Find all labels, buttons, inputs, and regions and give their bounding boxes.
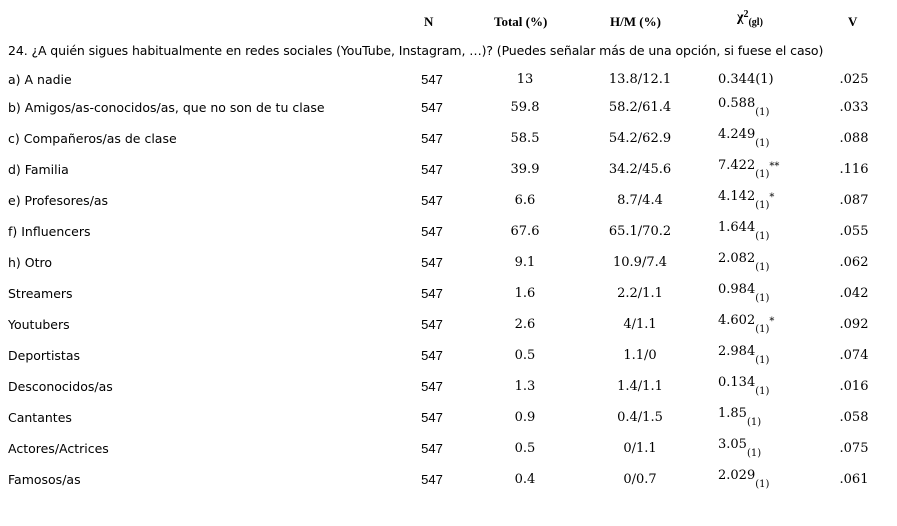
row-n: 547 xyxy=(421,162,443,177)
row-chi xyxy=(718,282,788,304)
chi-value: 0.984 xyxy=(718,282,756,297)
chi-value: 0.344(1) xyxy=(718,72,774,87)
row-v: .075 xyxy=(839,441,869,456)
chi-value: 1.644 xyxy=(718,220,756,235)
chi-significance: * xyxy=(769,192,775,203)
row-total: 58.5 xyxy=(510,131,540,146)
row-n: 547 xyxy=(421,379,443,394)
row-hm: 1.1/0 xyxy=(623,348,657,363)
chi-df: (1) xyxy=(755,107,770,118)
row-label: c) Compañeros/as de clase xyxy=(8,131,177,146)
row-total: 59.8 xyxy=(510,100,540,115)
row-hm: 0.4/1.5 xyxy=(617,410,663,425)
row-n: 547 xyxy=(421,224,443,239)
row-total: 0.4 xyxy=(514,472,536,487)
chi-value: 4.602 xyxy=(718,313,756,328)
row-n: 547 xyxy=(421,193,443,208)
row-label: d) Familia xyxy=(8,162,69,177)
row-v: .116 xyxy=(839,162,869,177)
header-total: Total (%) xyxy=(494,14,548,29)
chi-significance: * xyxy=(769,316,775,327)
table-row xyxy=(0,251,897,275)
table-row xyxy=(0,158,897,182)
table-row xyxy=(0,437,897,461)
chi-df: (1) xyxy=(755,138,770,149)
row-hm: 10.9/7.4 xyxy=(613,255,667,270)
chi-value: 2.082 xyxy=(718,251,756,266)
question-text: 24. ¿A quién sigues habitualmente en redes sociales (YouTube, Instagram, …)? (Puedes señalar más de una opción, si fuese el caso) xyxy=(8,43,824,58)
chi-df: (1) xyxy=(755,262,770,273)
row-chi xyxy=(718,375,788,397)
row-label: e) Profesores/as xyxy=(8,193,109,208)
header-chi-symbol: χ xyxy=(737,10,744,25)
chi-value: 2.984 xyxy=(718,344,756,359)
chi-df: (1) xyxy=(755,200,770,211)
row-n: 547 xyxy=(421,100,443,115)
table-row xyxy=(0,468,897,492)
row-chi xyxy=(718,313,788,335)
row-total: 1.6 xyxy=(514,286,536,301)
row-v: .025 xyxy=(839,72,869,87)
row-hm: 8.7/4.4 xyxy=(617,193,663,208)
row-label: Youtubers xyxy=(8,317,70,332)
row-n: 547 xyxy=(421,317,443,332)
row-label: Desconocidos/as xyxy=(8,379,113,394)
table-row xyxy=(0,127,897,151)
row-hm: 4/1.1 xyxy=(623,317,657,332)
table-row xyxy=(0,96,897,120)
row-chi xyxy=(718,189,788,211)
row-hm: 13.8/12.1 xyxy=(608,72,672,87)
row-v: .033 xyxy=(839,100,869,115)
row-label: f) Influencers xyxy=(8,224,91,239)
row-hm: 0/0.7 xyxy=(623,472,657,487)
row-hm: 0/1.1 xyxy=(623,441,657,456)
row-n: 547 xyxy=(421,410,443,425)
table-row xyxy=(0,189,897,213)
row-chi xyxy=(718,158,788,180)
row-hm: 54.2/62.9 xyxy=(608,131,672,146)
row-v: .092 xyxy=(839,317,869,332)
header-hm: H/M (%) xyxy=(610,14,661,29)
row-total: 0.5 xyxy=(514,441,536,456)
row-n: 547 xyxy=(421,72,443,87)
table-row xyxy=(0,220,897,244)
row-v: .042 xyxy=(839,286,869,301)
row-v: .055 xyxy=(839,224,869,239)
row-chi xyxy=(718,437,788,459)
chi-value: 3.05 xyxy=(718,437,747,452)
table-row xyxy=(0,282,897,306)
row-chi xyxy=(718,220,788,242)
row-label: Actores/Actrices xyxy=(8,441,109,456)
row-chi xyxy=(718,127,788,149)
row-v: .062 xyxy=(839,255,869,270)
chi-significance: ** xyxy=(769,161,780,172)
row-chi xyxy=(718,72,788,87)
row-total: 0.9 xyxy=(514,410,536,425)
row-chi xyxy=(718,251,788,273)
row-v: .088 xyxy=(839,131,869,146)
row-total: 0.5 xyxy=(514,348,536,363)
row-total: 1.3 xyxy=(514,379,536,394)
table-row xyxy=(0,72,897,92)
row-v: .087 xyxy=(839,193,869,208)
table-row xyxy=(0,313,897,337)
row-n: 547 xyxy=(421,472,443,487)
row-v: .074 xyxy=(839,348,869,363)
chi-df: (1) xyxy=(746,417,762,428)
row-label: Deportistas xyxy=(8,348,80,363)
row-total: 39.9 xyxy=(510,162,540,177)
row-label: h) Otro xyxy=(8,255,53,270)
row-label: a) A nadie xyxy=(8,72,72,87)
chi-df: (1) xyxy=(755,324,770,335)
row-label: Famosos/as xyxy=(8,472,81,487)
table-row xyxy=(0,344,897,368)
chi-value: 0.588 xyxy=(718,96,756,111)
chi-df: (1) xyxy=(755,169,770,180)
chi-value: 7.422 xyxy=(718,158,756,173)
header-chi-sup: 2 xyxy=(743,9,749,20)
header-n: N xyxy=(424,14,434,29)
row-label: Cantantes xyxy=(8,410,72,425)
row-hm: 1.4/1.1 xyxy=(617,379,663,394)
table-row xyxy=(0,406,897,430)
row-hm: 2.2/1.1 xyxy=(617,286,663,301)
row-chi xyxy=(718,468,788,490)
row-chi xyxy=(718,344,788,366)
chi-value: 4.249 xyxy=(718,127,756,142)
row-n: 547 xyxy=(421,255,443,270)
header-v: V xyxy=(848,14,858,29)
row-n: 547 xyxy=(421,348,443,363)
row-hm: 34.2/45.6 xyxy=(608,162,672,177)
header-chi-sub: (gl) xyxy=(748,17,763,28)
row-total: 6.6 xyxy=(514,193,536,208)
chi-df: (1) xyxy=(746,448,762,459)
row-chi xyxy=(718,406,788,428)
header-chi xyxy=(737,10,763,26)
row-n: 547 xyxy=(421,131,443,146)
chi-df: (1) xyxy=(755,293,770,304)
row-n: 547 xyxy=(421,286,443,301)
row-total: 67.6 xyxy=(510,224,540,239)
row-total: 9.1 xyxy=(514,255,536,270)
chi-value: 2.029 xyxy=(718,468,756,483)
chi-df: (1) xyxy=(755,386,770,397)
chi-value: 4.142 xyxy=(718,189,756,204)
row-v: .016 xyxy=(839,379,869,394)
row-hm: 58.2/61.4 xyxy=(608,100,672,115)
row-n: 547 xyxy=(421,441,443,456)
chi-df: (1) xyxy=(755,355,770,366)
row-v: .058 xyxy=(839,410,869,425)
row-label: b) Amigos/as-conocidos/as, que no son de tu clase xyxy=(8,100,325,115)
row-hm: 65.1/70.2 xyxy=(608,224,672,239)
chi-value: 1.85 xyxy=(718,406,747,421)
row-total: 2.6 xyxy=(514,317,536,332)
row-label: Streamers xyxy=(8,286,73,301)
row-v: .061 xyxy=(839,472,869,487)
chi-value: 0.134 xyxy=(718,375,756,390)
row-total: 13 xyxy=(516,72,534,87)
chi-df: (1) xyxy=(755,231,770,242)
row-chi xyxy=(718,96,788,118)
chi-df: (1) xyxy=(755,479,770,490)
table-row xyxy=(0,375,897,399)
